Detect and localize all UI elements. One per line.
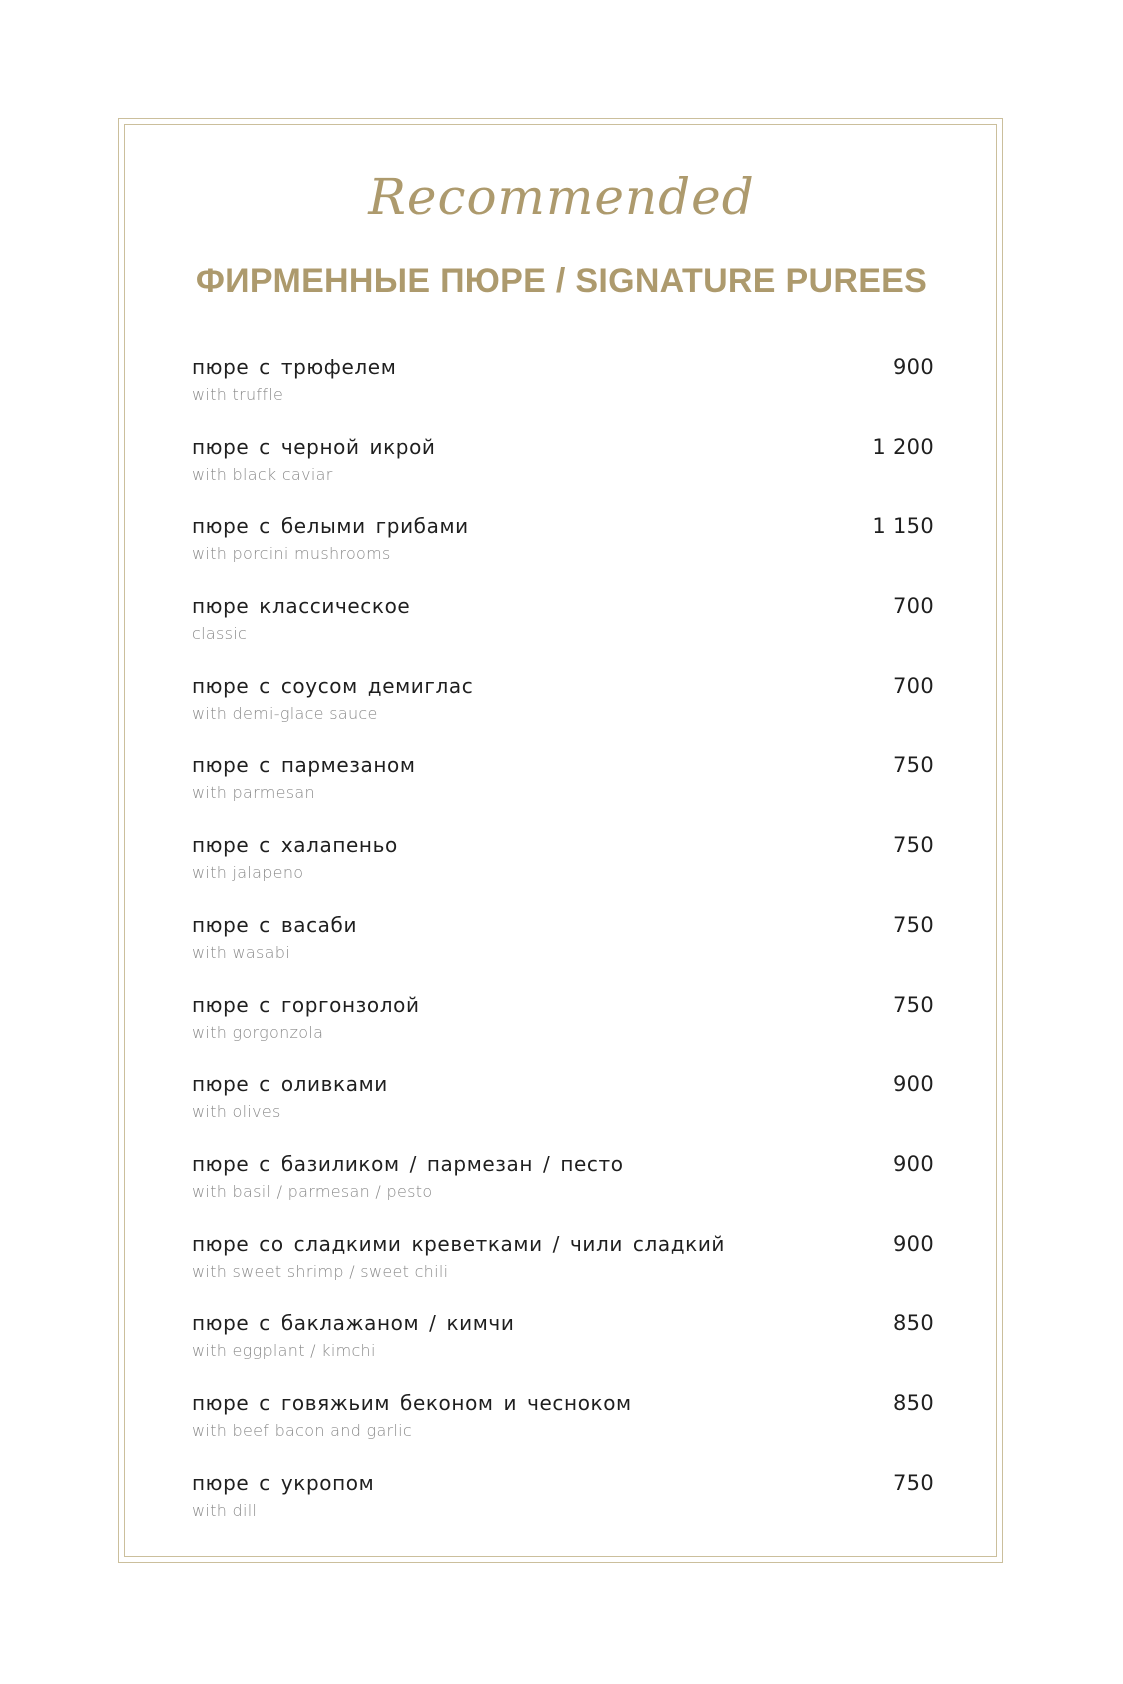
- item-price: 750: [893, 753, 934, 778]
- item-price: 700: [893, 594, 934, 619]
- item-description: with truffle: [192, 385, 284, 404]
- item-price: 750: [893, 1470, 934, 1495]
- item-description: with olives: [192, 1102, 281, 1122]
- item-name: пюре с базиликом / пармезан / песто: [192, 1151, 624, 1176]
- item-description: with dill: [192, 1500, 258, 1520]
- item-description: with basil / parmesan / pesto: [192, 1181, 433, 1201]
- menu-item: [192, 1232, 934, 1312]
- menu-item: [192, 1311, 934, 1391]
- menu-item: [192, 435, 934, 515]
- menu-item: [192, 1072, 934, 1152]
- item-price: 850: [893, 1311, 934, 1336]
- menu-item: [192, 674, 934, 754]
- item-name: пюре с оливками: [192, 1072, 388, 1097]
- item-name: пюре классическое: [192, 594, 411, 619]
- item-price: 900: [893, 1072, 934, 1097]
- item-description: with porcini mushrooms: [192, 544, 391, 564]
- item-name: пюре с соусом демиглас: [192, 673, 474, 698]
- item-description: with gorgonzola: [192, 1022, 324, 1042]
- item-name: пюре со сладкими креветками / чили сладкий: [192, 1231, 726, 1256]
- item-price: 1 200: [872, 434, 934, 459]
- menu-item: [192, 514, 934, 594]
- menu-item: [192, 833, 934, 913]
- item-name: пюре с говяжьим беконом и чесноком: [192, 1390, 632, 1415]
- item-price: 700: [893, 673, 934, 698]
- item-name: пюре с пармезаном: [192, 753, 416, 778]
- menu-item: [192, 355, 934, 435]
- item-name: пюре с укропом: [192, 1470, 375, 1495]
- section-title: ФИРМЕННЫЕ ПЮРЕ / SIGNATURE PUREES: [195, 262, 928, 300]
- item-price: 750: [893, 833, 934, 858]
- menu-item: [192, 1471, 934, 1551]
- item-price: 850: [893, 1390, 934, 1415]
- item-name: пюре с трюфелем: [192, 355, 397, 379]
- menu-item: [192, 594, 934, 674]
- item-description: with wasabi: [192, 942, 290, 962]
- item-price: 750: [893, 992, 934, 1017]
- item-price: 900: [893, 1231, 934, 1256]
- menu-list: [192, 355, 934, 1550]
- item-price: 1 150: [872, 514, 934, 539]
- script-title: Recommended: [368, 168, 755, 226]
- item-description: with eggplant / kimchi: [192, 1341, 376, 1361]
- item-description: with jalapeno: [192, 863, 304, 883]
- item-description: with black caviar: [192, 464, 333, 484]
- item-description: with demi-glace sauce: [192, 703, 378, 723]
- item-name: пюре с васаби: [192, 912, 358, 937]
- item-description: with beef bacon and garlic: [192, 1420, 413, 1440]
- item-name: пюре с белыми грибами: [192, 514, 469, 539]
- item-name: пюре с баклажаном / кимчи: [192, 1311, 515, 1336]
- item-price: 900: [893, 355, 934, 379]
- item-name: пюре с горгонзолой: [192, 992, 420, 1017]
- menu-item: [192, 913, 934, 993]
- item-name: пюре с халапеньо: [192, 833, 398, 858]
- menu-item: [192, 993, 934, 1073]
- item-description: with parmesan: [192, 783, 315, 803]
- menu-item: [192, 1152, 934, 1232]
- item-price: 750: [893, 912, 934, 937]
- menu-item: [192, 753, 934, 833]
- item-description: classic: [192, 624, 248, 644]
- item-description: with sweet shrimp / sweet chili: [192, 1261, 449, 1281]
- item-name: пюре с черной икрой: [192, 434, 436, 459]
- item-price: 900: [893, 1151, 934, 1176]
- menu-item: [192, 1391, 934, 1471]
